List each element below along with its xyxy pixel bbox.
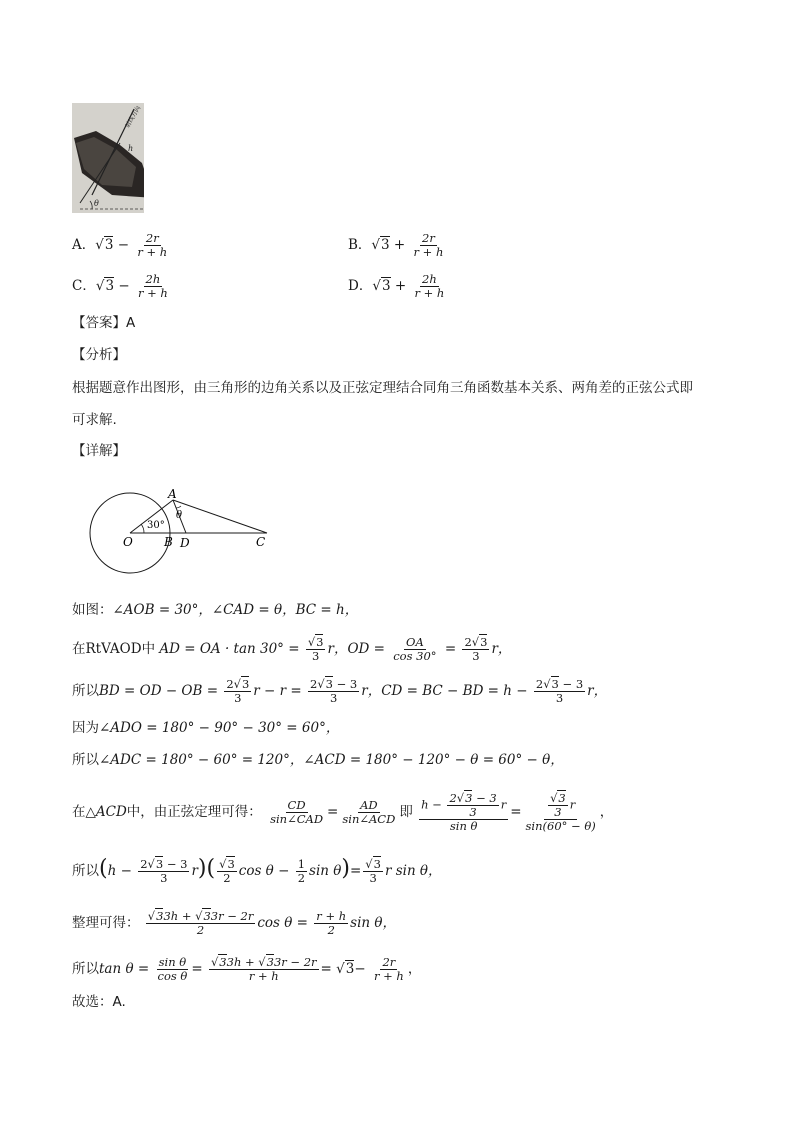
step-7: 所以(h − $\frac{2√3 - 3}{3}$ r)( $\frac{√3}{2}$ cos θ − $\frac{1}{2}$ sin θ)= $\frac{√3}{3}$ r sin θ， (72, 856, 442, 885)
photo-drawing (72, 103, 144, 213)
step-9: 所以tan θ = $\frac{\text{sin θ}}{\text{cos θ}}$ = $\frac{√33h + √33r - 2r}{r + h}$ = √3− $\frac{2r}{r + h}$ ， (72, 955, 422, 983)
photo-theta-label: θ (94, 199, 99, 208)
option-c[interactable]: C．√3 − $\frac{2h}{r + h}$ (72, 272, 168, 300)
label-a: A (168, 487, 177, 501)
analysis-text-1: 根据题意作出图形，由三角形的边角关系以及正弦定理结合同角三角函数基本关系、两角差的正弦公式即 (72, 380, 693, 396)
option-a[interactable]: A．√3 − $\frac{2r}{r + h}$ (72, 231, 168, 259)
photo-top-label: 射线方向 (124, 104, 143, 130)
step-8: 整理可得： $\frac{√33h + √33r - 2r}{2}$ cos θ = $\frac{r + h}{2}$ sin θ， (72, 909, 397, 937)
photo-h-label: h (128, 144, 134, 153)
step-2: 在RtVAOD中 AD = OA · tan 30° = $\frac{√3}{3}$ r，OD = $\frac{OA}{\cos 30^\circ}$ = $\frac{2√3}{3}$ r， (72, 635, 512, 663)
label-c: C (256, 535, 266, 549)
step-1: 如图：∠AOB = 30°，∠CAD = θ，BC = h， (72, 602, 359, 618)
label-b: B (164, 535, 173, 549)
step-10: 故选：A. (72, 994, 126, 1010)
step-3: 所以BD = OD − OB = $\frac{2√3}{3}$ r − r = $\frac{2√3 - 3}{3}$ r，CD = BC − BD = h − $\frac{2√3 - 3}{3}$ r， (72, 677, 608, 705)
option-b[interactable]: B．√3 + $\frac{2r}{r + h}$ (348, 231, 444, 259)
label-angle-30: 30° (147, 520, 165, 531)
problem-photo (72, 103, 144, 213)
geometry-diagram (80, 480, 280, 580)
step-5: 所以∠ADC = 180° − 60° = 120°，∠ACD = 180° − 120° − θ = 60° − θ， (72, 752, 564, 768)
label-d: D (180, 536, 190, 550)
answer-line: 【答案】A (72, 315, 136, 331)
detail-label: 【详解】 (72, 443, 126, 459)
analysis-label: 【分析】 (72, 347, 126, 363)
step-6: 在△ACD中，由正弦定理可得： $\frac{CD}{\text{sin∠CAD}}$ = $\frac{AD}{\text{sin∠ACD}}$ 即 h − $\frac{2√3 - 3}{3}$ r sin θ = $\frac{√3}{3}$ r sin(60° − θ) ， (72, 791, 614, 833)
step-4: 因为∠ADO = 180° − 90° − 30° = 60°， (72, 720, 340, 736)
option-d[interactable]: D．√3 + $\frac{2h}{r + h}$ (348, 272, 445, 300)
line-ac (173, 500, 267, 533)
analysis-text-2: 可求解. (72, 412, 117, 428)
label-theta: θ (176, 510, 183, 521)
label-o: O (123, 535, 133, 549)
